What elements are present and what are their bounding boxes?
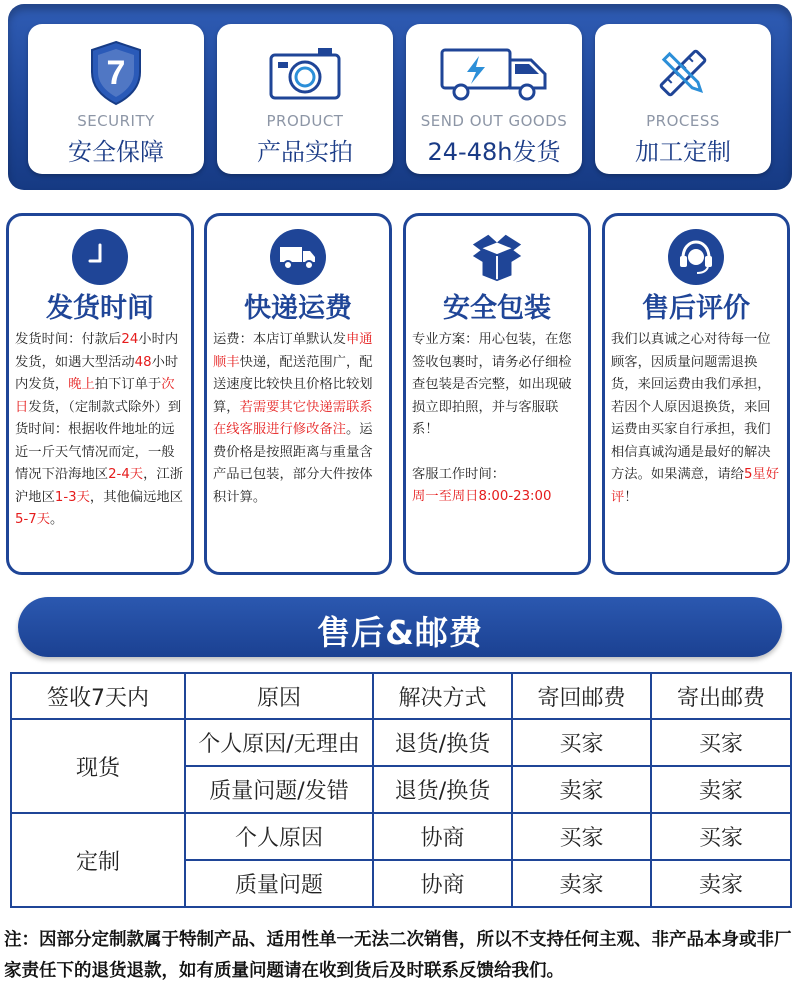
body-text: 运费：本店订单默认发 bbox=[213, 332, 346, 347]
table-cell: 卖家 bbox=[651, 860, 791, 907]
truck-icon bbox=[406, 38, 582, 108]
body-text: 。 bbox=[50, 512, 64, 527]
feature-process bbox=[595, 24, 771, 174]
delivery-truck-icon bbox=[270, 229, 326, 285]
banner-title: 售后&邮费 bbox=[317, 613, 483, 652]
feature-en-label: PROCESS bbox=[646, 112, 720, 130]
card-title: 安全包装 bbox=[443, 293, 551, 324]
table-cell: 质量问题/发错 bbox=[185, 766, 373, 813]
body-text: ，其他偏远地区 bbox=[89, 489, 183, 505]
body-text: ，江浙沪地区 bbox=[15, 467, 183, 505]
svg-text:7: 7 bbox=[106, 54, 126, 92]
camera-icon bbox=[217, 38, 393, 108]
section-banner bbox=[18, 597, 782, 657]
table-group-cell: 定制 bbox=[11, 813, 185, 907]
highlight-text: 5-7天 bbox=[15, 512, 51, 527]
table-cell: 卖家 bbox=[651, 766, 791, 813]
table-cell: 协商 bbox=[373, 860, 512, 907]
highlight-text: 2-4天 bbox=[108, 467, 144, 482]
card-body bbox=[213, 329, 385, 509]
table-row bbox=[11, 719, 791, 766]
feature-zh-label: 24-48h发货 bbox=[427, 138, 561, 166]
table-cell: 买家 bbox=[651, 813, 791, 860]
table-row bbox=[11, 813, 791, 860]
service-hours-value: 周一至周日8:00-23:00 bbox=[412, 489, 552, 504]
table-group-cell: 现货 bbox=[11, 719, 185, 813]
table-header-row bbox=[11, 673, 791, 719]
shield-7-icon bbox=[28, 38, 204, 108]
table-header-cell: 寄出邮费 bbox=[651, 673, 791, 719]
table-cell: 退货/换货 bbox=[373, 719, 512, 766]
feature-zh-label: 安全保障 bbox=[68, 138, 164, 166]
feature-zh-label: 产品实拍 bbox=[257, 138, 353, 166]
table-header-cell: 寄回邮费 bbox=[512, 673, 651, 719]
highlight-text: 5星好评 bbox=[611, 467, 780, 505]
body-text: 。运费价格是按照距离与重量含产品已包装，部分大件按体积计算。 bbox=[213, 422, 373, 505]
after-sales-table bbox=[10, 672, 792, 908]
highlight-text: 晚上 bbox=[68, 377, 95, 392]
table-cell: 买家 bbox=[512, 813, 651, 860]
highlight-text: 24 bbox=[121, 332, 139, 347]
body-text: 小时内发货， bbox=[15, 354, 179, 392]
table-cell: 买家 bbox=[512, 719, 651, 766]
feature-en-label: SEND OUT GOODS bbox=[420, 112, 568, 130]
feature-product bbox=[217, 24, 393, 174]
body-text: 发货，（定制款式除外）到货时间：根据收件地址的远近一斤天气情况而定，一般情况下沿海地区 bbox=[15, 399, 182, 482]
body-text: 快递，配送范围广，配送速度比较快且价格比较划算， bbox=[213, 354, 373, 415]
highlight-text: 次日 bbox=[15, 377, 175, 415]
feature-security bbox=[28, 24, 204, 174]
clock-icon bbox=[72, 229, 128, 285]
body-text: 拍下订单于 bbox=[94, 377, 162, 392]
table-header-cell: 解决方式 bbox=[373, 673, 512, 719]
highlight-text: 申通顺丰 bbox=[213, 332, 373, 370]
table-cell: 退货/换货 bbox=[373, 766, 512, 813]
card-title: 售后评价 bbox=[642, 293, 750, 324]
tools-icon bbox=[595, 38, 771, 108]
card-title: 发货时间 bbox=[46, 293, 154, 324]
service-hours-label: 客服工作时间： bbox=[412, 466, 506, 482]
package-box-icon bbox=[469, 229, 525, 285]
highlight-text: 1-3天 bbox=[54, 489, 90, 505]
table-cell: 个人原因 bbox=[185, 813, 373, 860]
table-header-cell: 原因 bbox=[185, 673, 373, 719]
footer-note: 注：因部分定制款属于特制产品、适用性单一无法二次销售，所以不支持任何主观、非产品本身或非厂家责任下的退货退款，如有质量问题请在收到货后及时联系反馈给我们。 bbox=[4, 930, 792, 981]
card-title: 快递运费 bbox=[244, 293, 352, 324]
table-cell: 卖家 bbox=[512, 860, 651, 907]
info-card-after-sales bbox=[602, 213, 790, 575]
highlight-text: 48 bbox=[134, 354, 152, 370]
body-text: 专业方案：用心包装，在您签收包裹时，请务必仔细检查包装是否完整，如出现破损立即拍照，并与客服联系！ bbox=[412, 332, 572, 437]
table-cell: 质量问题 bbox=[185, 860, 373, 907]
body-text: 小时内发货，如遇大型活动 bbox=[15, 332, 179, 370]
table-cell: 协商 bbox=[373, 813, 512, 860]
info-card-shipping-fee bbox=[204, 213, 392, 575]
feature-en-label: PRODUCT bbox=[266, 112, 344, 130]
table-header-cell: 签收7天内 bbox=[11, 673, 185, 719]
info-card-shipping-time bbox=[6, 213, 194, 575]
table-cell: 个人原因/无理由 bbox=[185, 719, 373, 766]
highlight-text: 若需要其它快递需联系在线客服进行修改备注 bbox=[213, 399, 373, 437]
body-text: ！ bbox=[624, 489, 638, 505]
feature-send-goods bbox=[406, 24, 582, 174]
card-body bbox=[412, 329, 584, 509]
table-cell: 卖家 bbox=[512, 766, 651, 813]
feature-zh-label: 加工定制 bbox=[635, 138, 731, 166]
feature-en-label: SECURITY bbox=[77, 112, 155, 130]
info-card-packaging bbox=[403, 213, 591, 575]
table-cell: 买家 bbox=[651, 719, 791, 766]
body-text: 我们以真诚之心对待每一位顾客，因质量问题需退换货，来回运费由我们承担，若因个人原因退换货，来回运费由买家自行承担，我们相信真诚沟通是最好的解决方法。如果满意，请给 bbox=[611, 332, 771, 482]
card-body bbox=[611, 329, 783, 509]
card-body bbox=[15, 329, 187, 532]
headset-service-icon bbox=[668, 229, 724, 285]
body-text: 发货时间：付款后 bbox=[15, 332, 122, 347]
